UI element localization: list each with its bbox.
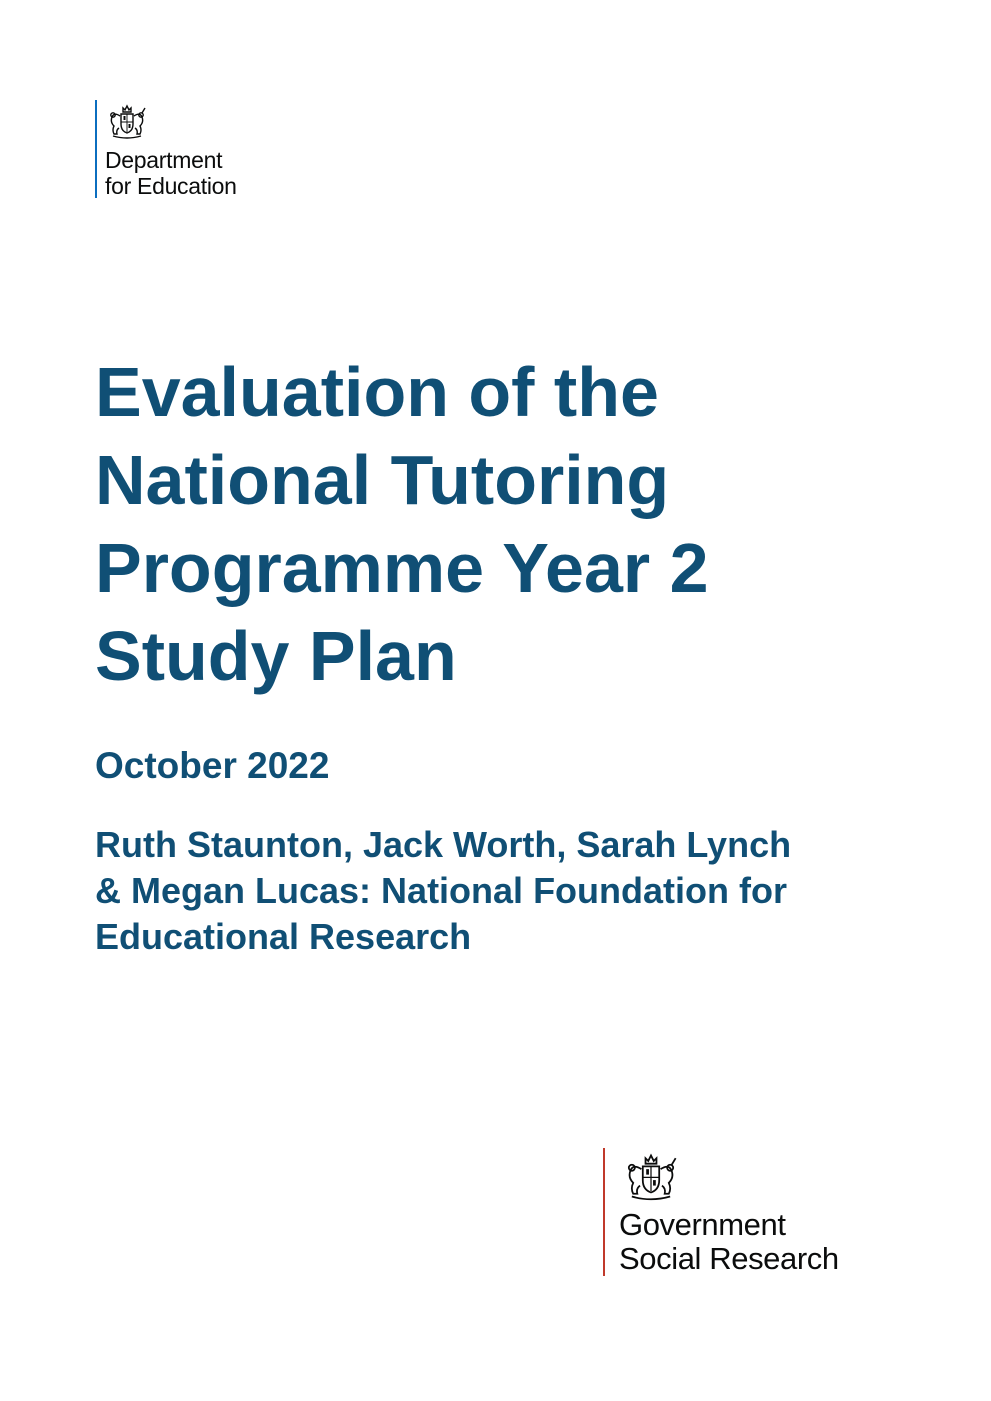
org-name-line2: for Education — [105, 173, 237, 199]
royal-coat-of-arms-icon — [618, 1150, 684, 1202]
logo-rule — [603, 1148, 605, 1276]
dfe-org-name — [105, 147, 237, 199]
authors-line: Ruth Staunton, Jack Worth, Sarah Lynch — [95, 824, 792, 865]
dfe-logo — [95, 100, 295, 200]
authors-line: Educational Research — [95, 916, 472, 957]
title-line: Programme Year 2 — [95, 529, 709, 607]
authors — [95, 822, 895, 960]
document-title — [95, 348, 895, 700]
gsr-org-name — [619, 1208, 839, 1276]
title-line: National Tutoring — [95, 441, 670, 519]
gsr-logo — [603, 1148, 883, 1278]
org-name-line2: Social Research — [619, 1241, 839, 1276]
logo-rule — [95, 100, 97, 198]
authors-line: & Megan Lucas: National Foundation for — [95, 870, 787, 911]
publication-date: October 2022 — [95, 745, 330, 786]
title-line: Study Plan — [95, 617, 457, 695]
org-name-line1: Government — [619, 1207, 786, 1242]
title-line: Evaluation of the — [95, 353, 659, 431]
org-name-line1: Department — [105, 147, 223, 173]
royal-coat-of-arms-icon — [105, 102, 149, 140]
